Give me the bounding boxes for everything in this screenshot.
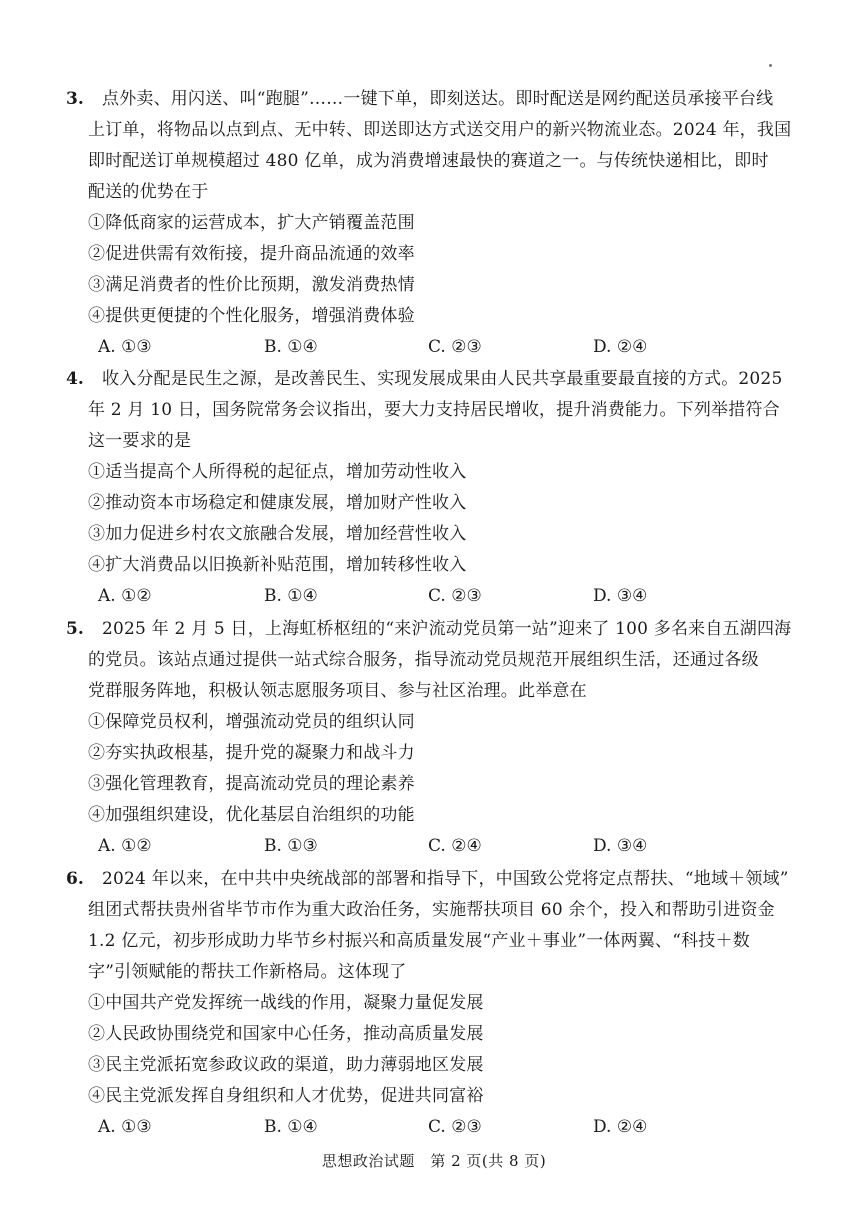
question-number: 3. xyxy=(66,89,84,109)
answer-choices xyxy=(98,581,787,612)
question-body xyxy=(88,364,787,612)
statement-option: ②夯实执政根基，提升党的凝聚力和战斗力 xyxy=(88,743,415,763)
page-footer: 思想政治试题 第 2 页(共 8 页) xyxy=(321,1152,547,1170)
statement-option: ①降低商家的运营成本，扩大产销覆盖范围 xyxy=(88,213,415,233)
choice-b: B. ①④ xyxy=(264,1117,318,1137)
statement-option: ②促进供需有效衔接，提升商品流通的效率 xyxy=(88,244,415,264)
question-stem-line: 字”引领赋能的帮扶工作新格局。这体现了 xyxy=(88,962,407,982)
choice-a: A. ①③ xyxy=(98,1117,152,1137)
question-stem-line: 组团式帮扶贵州省毕节市作为重大政治任务，实施帮扶项目 60 余个，投入和帮助引进资金 xyxy=(88,900,775,920)
choice-c: C. ②④ xyxy=(428,836,482,856)
question-stem-line: 2025 年 2 月 5 日，上海虹桥枢纽的“来沪流动党员第一站”迎来了 100 多名来自五湖四海 xyxy=(102,619,792,639)
question-stem-line: 即时配送订单规模超过 480 亿单，成为消费增速最快的赛道之一。与传统快递相比，即时 xyxy=(88,151,769,171)
choice-a: A. ①② xyxy=(98,836,152,856)
answer-choices xyxy=(98,332,787,363)
statement-option: ①中国共产党发挥统一战线的作用，凝聚力量促发展 xyxy=(88,993,484,1013)
choice-d: D. ②④ xyxy=(593,337,648,357)
question-stem-line: 的党员。该站点通过提供一站式综合服务，指导流动党员规范开展组织生活，还通过各级 xyxy=(88,650,759,670)
choice-b: B. ①④ xyxy=(264,337,318,357)
question-stem-line: 上订单，将物品以点到点、无中转、即送即达方式送交用户的新兴物流业态。2024 年，我国 xyxy=(88,120,792,140)
question-stem-line: 党群服务阵地，积极认领志愿服务项目、参与社区治理。此举意在 xyxy=(88,681,587,701)
statement-option: ④提供更便捷的个性化服务，增强消费体验 xyxy=(88,306,415,326)
statement-option: ③强化管理教育，提高流动党员的理论素养 xyxy=(88,774,415,794)
question-number: 6. xyxy=(66,869,84,889)
question-body xyxy=(88,864,789,1143)
choice-a: A. ①③ xyxy=(98,337,152,357)
question-stem-line: 1.2 亿元，初步形成助力毕节乡村振兴和高质量发展“产业＋事业”一体两翼、“科技＋数 xyxy=(88,931,750,951)
statement-option: ③满足消费者的性价比预期，激发消费热情 xyxy=(88,275,415,295)
statement-option: ③加力促进乡村农文旅融合发展，增加经营性收入 xyxy=(88,524,467,544)
question-body xyxy=(88,84,792,363)
statement-option: ④民主党派发挥自身组织和人才优势，促进共同富裕 xyxy=(88,1086,484,1106)
question-body xyxy=(88,614,792,862)
statement-option: ③民主党派拓宽参政议政的渠道，助力薄弱地区发展 xyxy=(88,1055,484,1075)
choice-c: C. ②③ xyxy=(428,1117,482,1137)
question-stem-line: 收入分配是民生之源，是改善民生、实现发展成果由人民共享最重要最直接的方式。2025 xyxy=(102,369,783,389)
choice-c: C. ②③ xyxy=(428,586,482,606)
question-stem-line: 年 2 月 10 日，国务院常务会议指出，要大力支持居民增收，提升消费能力。下列举措符合 xyxy=(88,400,780,420)
choice-b: B. ①④ xyxy=(264,586,318,606)
question-stem-line: 这一要求的是 xyxy=(88,431,192,451)
statement-option: ②人民政协围绕党和国家中心任务，推动高质量发展 xyxy=(88,1024,484,1044)
question-number: 5. xyxy=(66,619,84,639)
choice-d: D. ③④ xyxy=(593,836,648,856)
question-stem-line: 配送的优势在于 xyxy=(88,182,209,202)
choice-a: A. ①② xyxy=(98,586,152,606)
choice-c: C. ②③ xyxy=(428,337,482,357)
answer-choices xyxy=(98,1112,787,1143)
statement-option: ④加强组织建设，优化基层自治组织的功能 xyxy=(88,805,415,825)
scan-speck xyxy=(769,64,772,67)
question-number: 4. xyxy=(66,369,84,389)
statement-option: ④扩大消费品以旧换新补贴范围，增加转移性收入 xyxy=(88,555,467,575)
answer-choices xyxy=(98,831,787,862)
choice-b: B. ①③ xyxy=(264,836,318,856)
choice-d: D. ③④ xyxy=(593,586,648,606)
statement-option: ②推动资本市场稳定和健康发展，增加财产性收入 xyxy=(88,493,467,513)
statement-option: ①适当提高个人所得税的起征点，增加劳动性收入 xyxy=(88,462,467,482)
choice-d: D. ②④ xyxy=(593,1117,648,1137)
question-stem-line: 点外卖、用闪送、叫“跑腿”……一键下单，即刻送达。即时配送是网约配送员承接平台线 xyxy=(102,89,774,109)
statement-option: ①保障党员权利，增强流动党员的组织认同 xyxy=(88,712,415,732)
question-stem-line: 2024 年以来，在中共中央统战部的部署和指导下，中国致公党将定点帮扶、“地域＋领域” xyxy=(102,869,789,889)
